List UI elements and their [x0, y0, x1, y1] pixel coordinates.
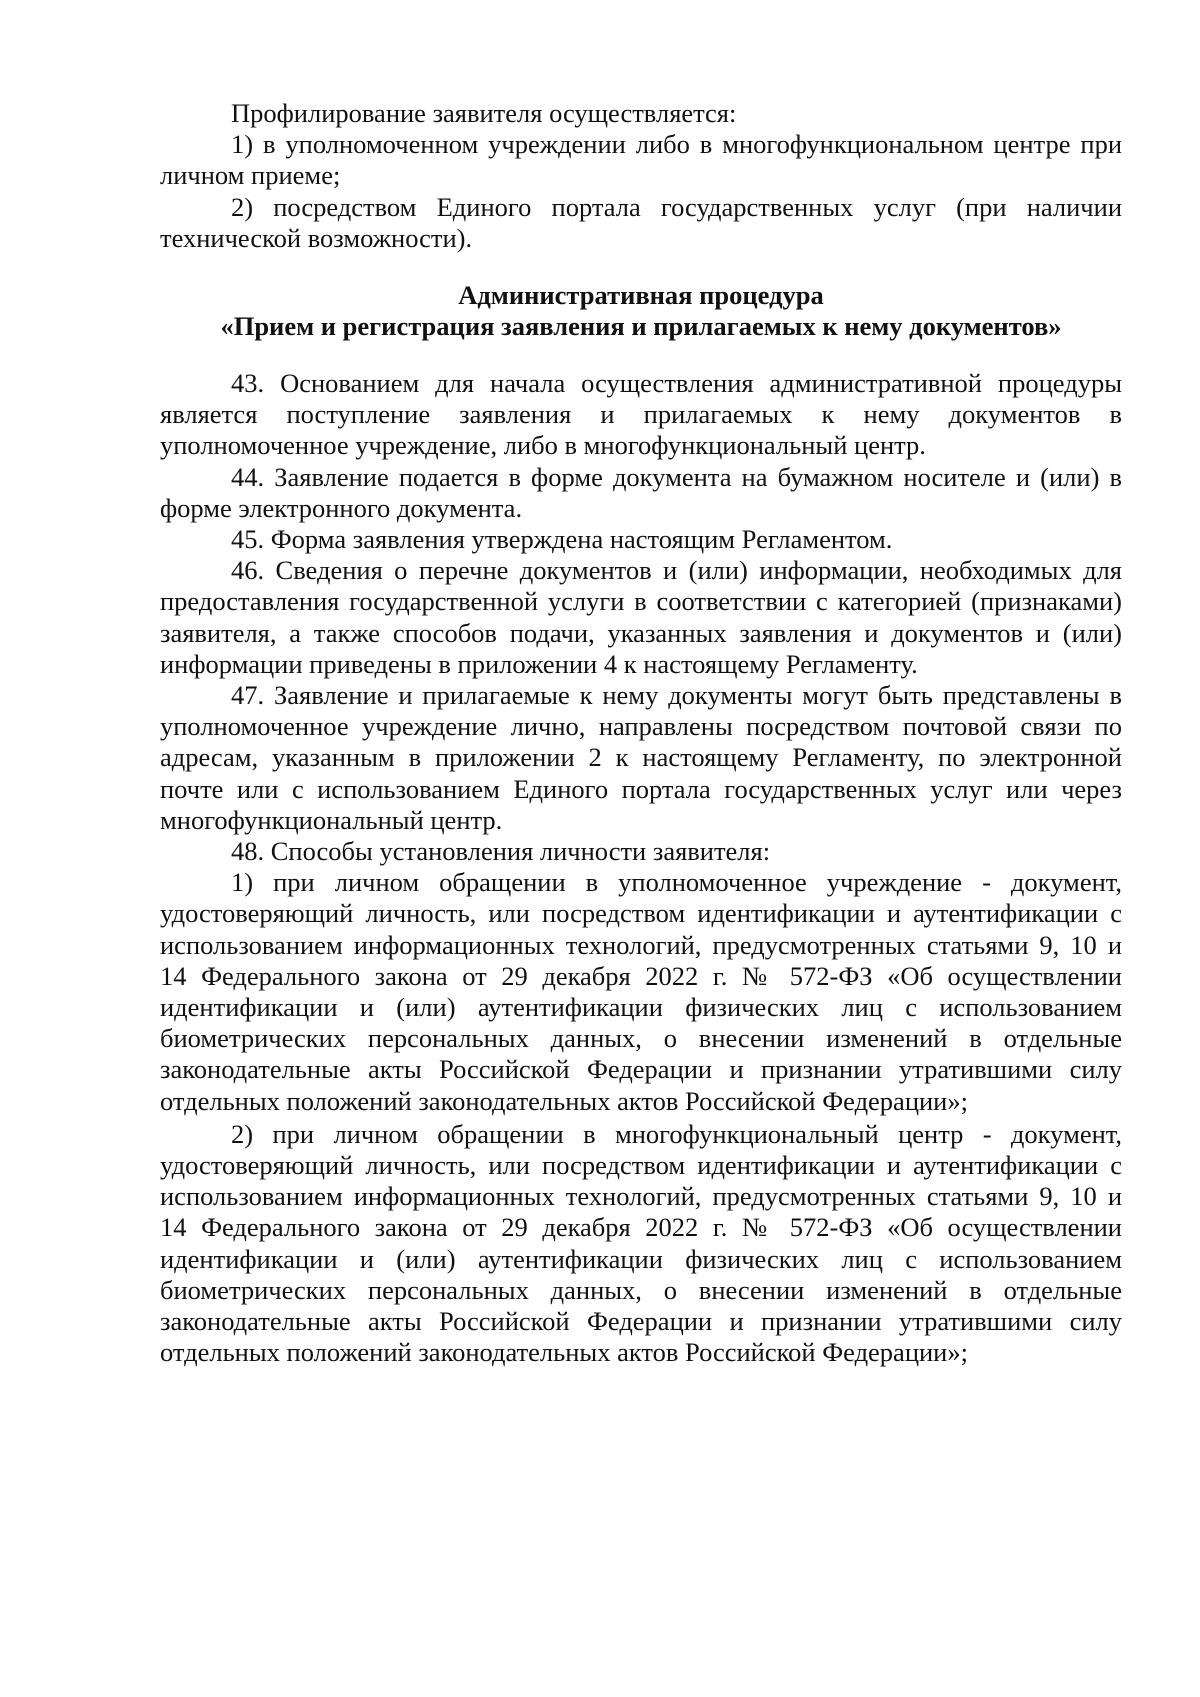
paragraph-47: 47. Заявление и прилагаемые к нему документы могут быть представлены в уполномоченное учреждение лично, направлены посредством почтовой связи по адресам, указанным в приложении 2 к настоящему Регламенту, по электронной почте или с использованием Единого портала государственных услуг или через многофункциональный центр. — [160, 680, 1122, 835]
paragraph-48-item-1: 1) при личном обращении в уполномоченное учреждение - документ, удостоверяющий личность, или посредством идентификации и аутентификации с использованием информационных технологий, предусмотренных статьями 9, 10 и 14 Федерального закона от 29 декабря 2022 г. № 572-ФЗ «Об осуществлении идентификации и (или) аутентификации физических лиц с использованием биометрических персональных данных, о внесении изменений в отдельные законодательные акты Российской Федерации и признании утратившими силу отдельных положений законодательных актов Российской Федерации»; — [160, 867, 1122, 1116]
section-heading — [160, 280, 1122, 342]
section-heading-line-1: Административная процедура — [458, 280, 824, 310]
intro-section — [160, 98, 1122, 254]
paragraphs-section — [160, 368, 1122, 1369]
intro-item-1: 1) в уполномоченном учреждении либо в многофункциональном центре при личном приеме; — [160, 129, 1122, 191]
paragraph-44: 44. Заявление подается в форме документа на бумажном носителе и (или) в форме электронного документа. — [160, 461, 1122, 523]
intro-line: Профилирование заявителя осуществляется: — [231, 98, 737, 128]
section-heading-line-2: «Прием и регистрация заявления и прилагаемых к нему документов» — [220, 311, 1062, 341]
paragraph-48: 48. Способы установления личности заявителя: — [231, 836, 771, 867]
intro-item-2: 2) посредством Единого портала государственных услуг (при наличии технической возможности). — [160, 191, 1122, 253]
paragraph-45: 45. Форма заявления утверждена настоящим Регламентом. — [231, 524, 893, 555]
paragraph-48-item-2: 2) при личном обращении в многофункциональный центр - документ, удостоверяющий личность, или посредством идентификации и аутентификации с использованием информационных технологий, предусмотренных статьями 9, 10 и 14 Федерального закона от 29 декабря 2022 г. № 572-ФЗ «Об осуществлении идентификации и (или) аутентификации физических лиц с использованием биометрических персональных данных, о внесении изменений в отдельные законодательные акты Российской Федерации и признании утратившими силу отдельных положений законодательных актов Российской Федерации»; — [160, 1118, 1122, 1368]
paragraph-43: 43. Основанием для начала осуществления административной процедуры является поступление заявления и прилагаемых к нему документов в уполномоченное учреждение, либо в многофункциональный центр. — [160, 368, 1122, 461]
paragraph-46: 46. Сведения о перечне документов и (или) информации, необходимых для предоставления государственной услуги в соответствии с категорией (признаками) заявителя, а также способов подачи, указанных заявления и документов и (или) информации приведены в приложении 4 к настоящему Регламенту. — [160, 555, 1122, 679]
